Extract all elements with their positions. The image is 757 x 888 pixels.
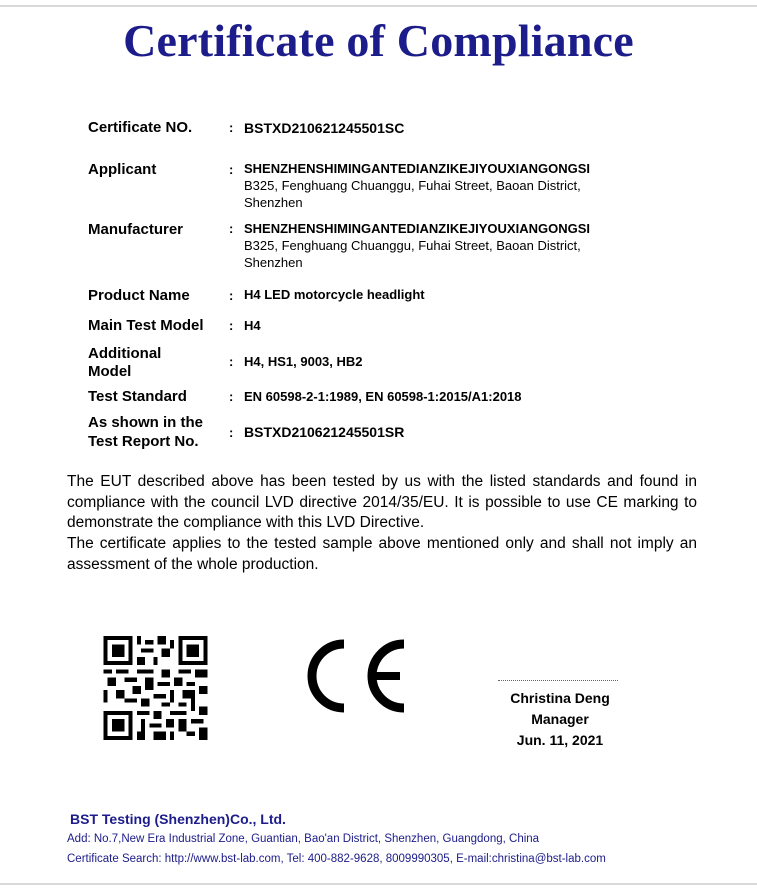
colon: : xyxy=(229,318,234,333)
product-name-label: Product Name xyxy=(88,287,190,304)
top-border xyxy=(0,5,757,7)
ce-mark-icon xyxy=(299,636,409,716)
main-test-model-value: H4 xyxy=(244,318,261,333)
signatory-name: Christina Deng xyxy=(510,690,610,706)
bottom-border xyxy=(0,883,757,885)
qr-code-icon xyxy=(102,636,209,740)
colon: : xyxy=(229,162,234,177)
applicant-label: Applicant xyxy=(88,161,157,178)
test-report-label: As shown in the Test Report No. xyxy=(88,414,204,450)
applicant-value: SHENZHENSHIMINGANTEDIANZIKEJIYOUXIANGONGSI xyxy=(244,161,590,176)
certificate-title: Certificate of Compliance xyxy=(123,15,634,66)
main-test-model-label: Main Test Model xyxy=(88,317,204,334)
company-address: Add: No.7,New Era Industrial Zone, Guantian, Bao'an District, Shenzhen, Guangdong, China xyxy=(67,833,540,845)
colon: : xyxy=(229,425,234,440)
certificate-no-label: Certificate NO. xyxy=(88,119,193,136)
manufacturer-value: SHENZHENSHIMINGANTEDIANZIKEJIYOUXIANGONGSI xyxy=(244,221,590,236)
signature-line xyxy=(498,680,618,681)
additional-model-value: H4, HS1, 9003, HB2 xyxy=(244,354,363,369)
scope-statement: The certificate applies to the tested sample above mentioned only and shall not imply an assessment of the whole production. xyxy=(67,535,697,573)
colon: : xyxy=(229,221,234,236)
product-name-value: H4 LED motorcycle headlight xyxy=(244,287,425,302)
manufacturer-label: Manufacturer xyxy=(88,221,184,238)
colon: : xyxy=(229,389,234,404)
additional-model-label: Additional Model xyxy=(88,345,162,380)
test-standard-label: Test Standard xyxy=(88,388,187,405)
test-report-value: BSTXD210621245501SR xyxy=(244,424,405,440)
colon: : xyxy=(229,120,234,135)
applicant-address: B325, Fenghuang Chuanggu, Fuhai Street, Baoan District, Shenzhen xyxy=(244,178,581,210)
compliance-statement: The EUT described above has been tested by us with the listed standards and found in compliance with the council LVD directive 2014/35/EU. It is possible to use CE marking to demonstrate the compliance with this LVD Directive. xyxy=(67,473,697,531)
manufacturer-address: B325, Fenghuang Chuanggu, Fuhai Street, Baoan District, Shenzhen xyxy=(244,238,581,270)
test-standard-value: EN 60598-2-1:1989, EN 60598-1:2015/A1:2018 xyxy=(244,389,522,404)
signatory-title: Manager xyxy=(531,711,589,727)
company-name: BST Testing (Shenzhen)Co., Ltd. xyxy=(70,811,286,827)
certificate-no-value: BSTXD210621245501SC xyxy=(244,120,405,136)
colon: : xyxy=(229,354,234,369)
colon: : xyxy=(229,288,234,303)
signatory-date: Jun. 11, 2021 xyxy=(516,732,604,748)
company-contact: Certificate Search: http://www.bst-lab.com, Tel: 400-882-9628, 8009990305, E-mail:christina@bst-lab.com xyxy=(67,853,606,865)
